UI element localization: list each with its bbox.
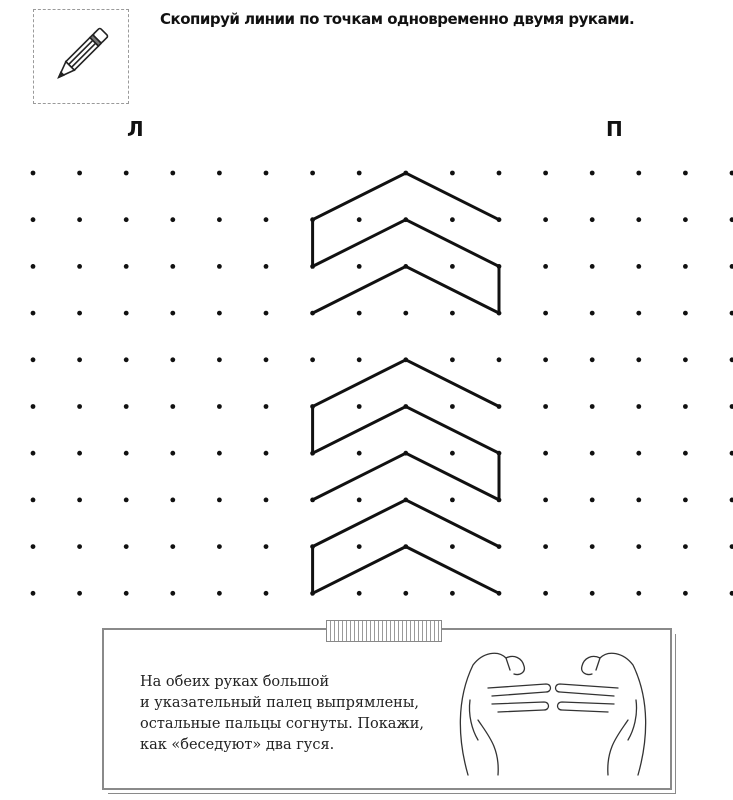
grid-dot [590,451,595,456]
grid-dot [636,404,641,409]
grid-dot [543,264,548,269]
grid-dot [264,498,269,503]
grid-dot [264,404,269,409]
grid-dot [124,451,129,456]
grid-dot [357,171,362,176]
grid-dot [730,404,733,409]
grid-dot [450,311,455,316]
grid-dot [170,171,175,176]
grid-dot [450,591,455,596]
grid-dot [543,451,548,456]
grid-dot [77,264,82,269]
grid-dot [730,217,733,222]
grid-dot [77,311,82,316]
instruction-text: Скопируй линии по точкам одновременно двумя руками. [160,10,635,28]
grid-dot [264,591,269,596]
grid-dot [31,544,36,549]
grid-dot [590,357,595,362]
grid-dot [683,264,688,269]
grid-dot [170,451,175,456]
grid-dot [77,451,82,456]
grid-dot [124,404,129,409]
chevron-line [313,500,499,593]
grid-dot [124,217,129,222]
grid-dot [683,591,688,596]
chevron-line [313,173,499,313]
grid-dot [683,544,688,549]
grid-dot [170,498,175,503]
note-line: остальные пальцы согнуты. Покажи, [140,716,425,732]
grid-dot [683,171,688,176]
grid-dot [170,591,175,596]
grid-dot [403,591,408,596]
grid-dot [357,357,362,362]
note-line: и указательный палец выпрямлены, [140,695,419,711]
grid-dot [543,171,548,176]
grid-dot [217,357,222,362]
grid-dot [730,357,733,362]
grid-dot [357,217,362,222]
grid-dot [217,217,222,222]
grid-dot [590,404,595,409]
grid-dot [636,171,641,176]
grid-dot [77,171,82,176]
note-line: как «беседуют» два гуся. [140,737,335,753]
grid-dot [636,591,641,596]
grid-dot [217,311,222,316]
chevron-pattern [313,173,499,593]
grid-dot [77,544,82,549]
chevron-line [313,453,499,500]
grid-dot [31,217,36,222]
grid-dot [124,544,129,549]
grid-dot [450,544,455,549]
grid-dot [450,404,455,409]
grid-dot [543,544,548,549]
grid-dot [217,404,222,409]
grid-dot [124,591,129,596]
grid-dot [543,311,548,316]
grid-dot [357,404,362,409]
grid-dot [730,171,733,176]
grid-dot [450,217,455,222]
left-hand-label: Л [127,117,144,141]
grid-dot [31,311,36,316]
tape-decoration [326,620,442,642]
grid-dot [170,311,175,316]
grid-dot [264,171,269,176]
grid-dot [357,498,362,503]
grid-dot [683,357,688,362]
grid-dot [31,591,36,596]
grid-dot [264,357,269,362]
chevron-line [313,266,499,313]
grid-dot [217,171,222,176]
grid-dot [31,357,36,362]
grid-dot [636,544,641,549]
grid-dot [730,544,733,549]
grid-dot [264,264,269,269]
grid-dot [264,217,269,222]
grid-dot [31,451,36,456]
grid-dot [357,591,362,596]
grid-dot [77,591,82,596]
grid-dot [31,498,36,503]
grid-dot [170,357,175,362]
grid-dot [590,544,595,549]
grid-dot [124,264,129,269]
grid-dot [217,591,222,596]
grid-dot [217,544,222,549]
grid-dot [77,357,82,362]
grid-dot [543,404,548,409]
grid-dot [31,264,36,269]
grid-dot [683,311,688,316]
grid-dot [310,357,315,362]
grid-dot [170,264,175,269]
grid-dot [497,171,502,176]
grid-dot [264,451,269,456]
grid-dot [590,264,595,269]
grid-dot [124,357,129,362]
grid-dot [730,264,733,269]
grid-dot [683,498,688,503]
grid-dot [730,591,733,596]
grid-dot [450,171,455,176]
note-text [140,672,430,756]
grid-dot [636,217,641,222]
grid-dot [31,404,36,409]
grid-dot [543,591,548,596]
grid-dot [683,451,688,456]
grid-dot [683,404,688,409]
grid-dot [590,498,595,503]
grid-dot [636,357,641,362]
grid-dot [77,498,82,503]
grid-dot [497,357,502,362]
grid-dot [730,451,733,456]
grid-dot [450,357,455,362]
grid-dot [450,451,455,456]
grid-dot [357,311,362,316]
grid-dot [590,171,595,176]
grid-dot [217,264,222,269]
grid-dot [217,451,222,456]
grid-dot [730,498,733,503]
grid-dot [590,311,595,316]
grid-dot [403,311,408,316]
grid-dot [357,264,362,269]
grid-dot [310,171,315,176]
grid-dot [636,264,641,269]
grid-dot [357,451,362,456]
grid-dot [31,171,36,176]
grid-dot [543,498,548,503]
goose-hands-icon [448,640,658,780]
grid-dot [170,217,175,222]
chevron-line [313,360,499,500]
grid-dot [170,404,175,409]
grid-dot [590,217,595,222]
grid-dot [124,498,129,503]
grid-dot [636,451,641,456]
grid-dot [636,498,641,503]
grid-dot [264,311,269,316]
grid-dot [543,357,548,362]
grid-dot [124,311,129,316]
grid-dots [31,171,733,596]
grid-dot [264,544,269,549]
grid-dot [636,311,641,316]
grid-dot [217,498,222,503]
right-hand-label: П [606,117,623,141]
grid-dot [590,591,595,596]
grid-dot [450,264,455,269]
grid-dot [543,217,548,222]
grid-dot [170,544,175,549]
grid-dot [730,311,733,316]
grid-dot [77,217,82,222]
note-line: На обеих руках большой [140,674,330,690]
grid-dot [450,498,455,503]
grid-dot [357,544,362,549]
grid-dot [124,171,129,176]
grid-dot [77,404,82,409]
grid-dot [683,217,688,222]
